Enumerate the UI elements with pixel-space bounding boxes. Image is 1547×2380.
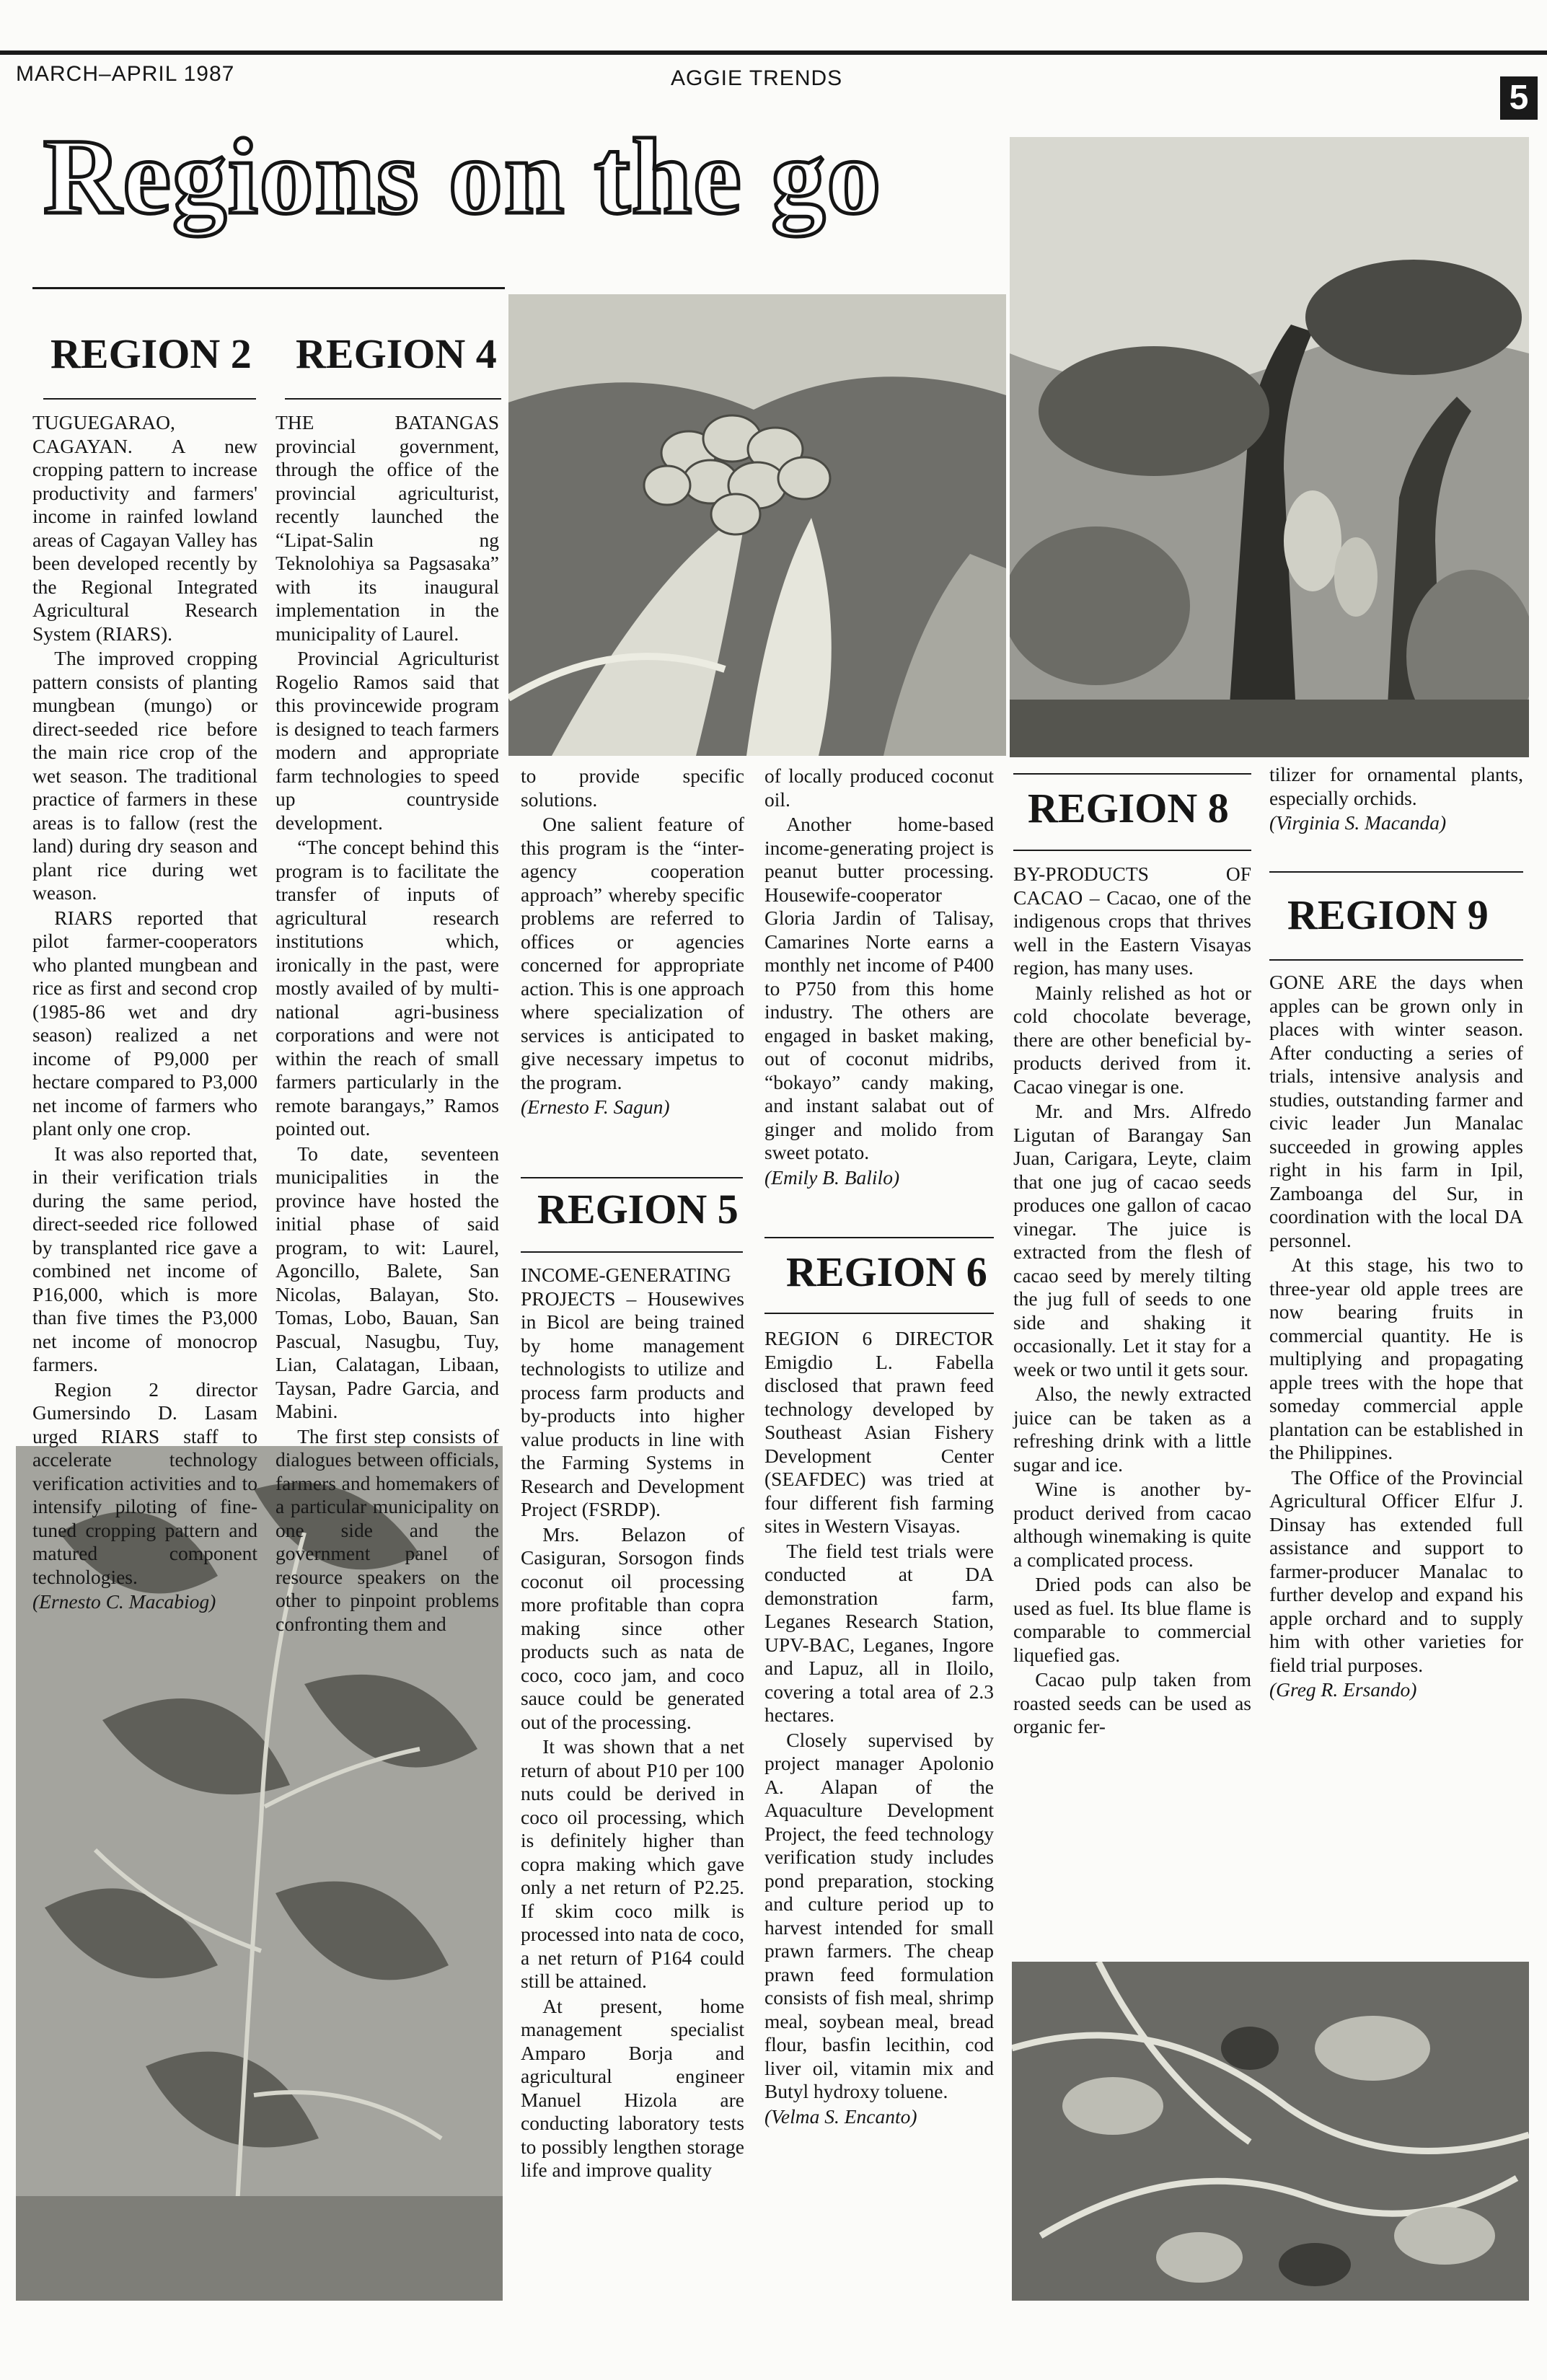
page-number: 5: [1500, 76, 1538, 120]
region-5-paragraph: INCOME-GENERATING PROJECTS – Housewives in Bicol are being trained by home management technologists to utilize and process farm products and by-products into higher value products in line with the Farming Systems in Research and Development Project (FSRDP).: [521, 1264, 744, 1520]
top-rule-left: [32, 287, 505, 289]
region-5-byline: (Emily B. Balilo): [764, 1165, 900, 1189]
region-5-rule-bottom: [521, 1251, 743, 1253]
coconut-cluster-photo: [508, 294, 1006, 756]
region-5-paragraph: At present, home management specialist Amparo Borja and agricultural engineer Manuel Hizola are conducting laboratory tests to possibly lengthen storage life and improve quality: [521, 1994, 744, 2181]
region-2-paragraph: RIARS reported that pilot farmer-cooperators who planted mungbean and rice as first and second crop (1985-86 wet and dry season) realized a net income of P9,000 per hectare compared to P3,000 net income of farmers who plant only one crop.: [32, 906, 257, 1140]
region-8-paragraph: Mainly relished as hot or cold chocolate beverage, there are other beneficial by-products derived from it. Cacao vinegar is one.: [1013, 981, 1251, 1098]
region-2-article: [32, 411, 257, 1614]
region-8-article: [1013, 863, 1251, 1739]
region-9-byline: (Greg R. Ersando): [1269, 1678, 1417, 1701]
region-2-paragraph: The improved cropping pattern consists of planting mungbean (mungo) or direct-seeded rice before the main rice crop of the wet season. The traditional practice of farmers in these areas is to fallow (rest the land) during dry season and plant rice during wet weason.: [32, 647, 257, 904]
region-6-article: [764, 1327, 994, 2128]
region-4-paragraph: One salient feature of this program is the “inter-agency cooperation approach” whereby specific problems are referred to offices or agencies concerned for appropriate action. This is one approach where specialization of services is anticipated to give necessary impetus to the program.: [521, 813, 744, 1093]
region-8-paragraph: Mr. and Mrs. Alfredo Ligutan of Barangay San Juan, Carigara, Leyte, claim that one jug of cacao seeds produces one gallon of cacao vinegar. The juice is extracted from the flesh of cacao seed by merely tilting the jug full of seeds to one side and shaking it occasionally. Let it stay for a week or two until it gets sour.: [1013, 1100, 1251, 1380]
region-9-paragraph: The Office of the Provincial Agricultural Officer Elfur J. Dinsay has extended full assistance and support to farmer-producer Manalac to further develop and expand his apple orchard and to supply him with other varieties for field trial purposes.: [1269, 1466, 1523, 1676]
region-8-rule-bottom: [1013, 850, 1251, 851]
region-4-heading: REGION 4: [296, 330, 497, 377]
region-8-continued-text: tilizer for ornamental plants, especially orchids.: [1269, 763, 1523, 809]
region-5-paragraph: of locally produced coconut oil.: [764, 764, 994, 811]
region-4-paragraph: The first step consists of dialogues between officials, farmers and homemakers of a particular municipality on one side and the government panel of resource speakers on the other to pinpoint problems confronting them and: [276, 1424, 499, 1635]
region-5-rule-top: [521, 1177, 743, 1178]
region-9-article: [1269, 971, 1523, 1702]
region-8-byline: (Virginia S. Macanda): [1269, 811, 1447, 834]
apple-photo-graphic: [1012, 1962, 1529, 2301]
region-5-paragraph: Another home-based income-generating project is peanut butter processing. Housewife-cooperator Gloria Jardin of Talisay, Camarines Norte earns a monthly net income of P400 to P750 from this home industry. The others are engaged in basket making, out of coconut midribs, “bokayo” candy making, and instant salabat out of ginger and molido from sweet potato.: [764, 813, 994, 1163]
region-9-paragraph: GONE ARE the days when apples can be grown only in places with winter season. After conducting a series of trials, intensive analysis and studies, outstanding farmer and civic leader Jun Manalac succeeded in growing apples right in his farm in Ipil, Zamboanga del Sur, in coordination with the local DA personnel.: [1269, 971, 1523, 1251]
region-6-rule-bottom: [764, 1313, 994, 1314]
page-headline: Regions on the go: [43, 117, 883, 237]
region-5-paragraph: It was shown that a net return of about P10 per 100 nuts could be derived in coco oil processing, which is definitely higher than copra making which gave only a net return of P2.25. If skim coco milk is processed into nata de coco, a net return of P164 could still be attained.: [521, 1735, 744, 1992]
region-4-rule: [285, 398, 501, 400]
cacao-photo-graphic: [1010, 137, 1529, 757]
masthead-rule: [0, 50, 1547, 55]
region-8-rule-top: [1013, 773, 1251, 775]
region-4-article: [276, 411, 499, 1636]
region-5-heading: REGION 5: [537, 1186, 739, 1233]
region-6-paragraph: Closely supervised by project manager Apolonio A. Alapan of the Aquaculture Development Project, the feed technology verification study includes pond preparation, stocking and culture period up to harvest intended for small prawn farmers. The cheap prawn feed formulation consists of fish meal, shrimp meal, soybean meal, bread flour, basfin lecithin, cod liver oil, vitamin mix and Butyl hydroxy toluene.: [764, 1728, 994, 2102]
region-8-paragraph: Wine is another by-product derived from cacao although winemaking is quite a complicated process.: [1013, 1478, 1251, 1571]
region-6-paragraph: The field test trials were conducted at DA demonstration farm, Leganes Research Station, UPV-BAC, Leganes, Ingore and Lapuz, all in Iloilo, covering a total area of 2.3 hectares.: [764, 1539, 994, 1726]
region-2-byline: (Ernesto C. Macabiog): [32, 1590, 216, 1613]
issue-date: MARCH–APRIL 1987: [16, 62, 235, 86]
region-8-paragraph: BY-PRODUCTS OF CACAO – Cacao, one of the indigenous crops that thrives well in the Eastern Visayas region, has many uses.: [1013, 863, 1251, 979]
region-8-paragraph: Also, the newly extracted juice can be taken as a refreshing drink with a little sugar and ice.: [1013, 1383, 1251, 1476]
apple-orchard-photo: [1012, 1962, 1529, 2301]
cacao-tree-photo: [1010, 137, 1529, 757]
region-8-article-continued: [1269, 763, 1523, 835]
region-4-paragraph: THE BATANGAS provincial government, through the office of the provincial agriculturist, recently launched the “Lipat-Salin ng Teknolohiya sa Pagsasaka” with its inaugural implementation in the municipality of Laurel.: [276, 411, 499, 645]
region-6-byline: (Velma S. Encanto): [764, 2104, 917, 2128]
region-9-rule-top: [1269, 871, 1523, 873]
region-9-paragraph: At this stage, his two to three-year old apple trees are now bearing fruits in commercial quantity. He is multiplying and propagating apple trees with the hope that someday commercial apple plantation can be established in the Philippines.: [1269, 1253, 1523, 1463]
region-5-article-continued: [764, 764, 994, 1189]
publication-name: AGGIE TRENDS: [671, 66, 843, 90]
region-9-heading: REGION 9: [1287, 891, 1489, 938]
region-9-rule-bottom: [1269, 959, 1523, 961]
region-2-heading: REGION 2: [50, 330, 252, 377]
region-6-paragraph: REGION 6 DIRECTOR Emigdio L. Fabella disclosed that prawn feed technology developed by Southeast Asian Fishery Development Center (SEAFDEC) was tried at four different fish farming sites in Western Visayas.: [764, 1327, 994, 1537]
region-4-paragraph: To date, seventeen municipalities in the province have hosted the initial phase of said program, to wit: Laurel, Agoncillo, Balete, San Nicolas, Balayan, Sto. Tomas, Lobo, Bauan, San Pascual, Nasugbu, Tuy, Lian, Calatagan, Libaan, Taysan, Padre Garcia, and Mabini.: [276, 1142, 499, 1422]
region-5-article: [521, 1264, 744, 2182]
region-8-paragraph: Dried pods can also be used as fuel. Its blue flame is comparable to commercial liquefied gas.: [1013, 1573, 1251, 1666]
region-8-paragraph: Cacao pulp taken from roasted seeds can be used as organic fer-: [1013, 1668, 1251, 1737]
region-5-paragraph: Mrs. Belazon of Casiguran, Sorsogon finds coconut oil processing more profitable than copra making since other products such as nata de coco, coco jam, and coco sauce could be generated out of the processing.: [521, 1522, 744, 1733]
region-4-article-continued: [521, 764, 744, 1119]
region-4-paragraph: to provide specific solutions.: [521, 764, 744, 811]
region-4-paragraph: Provincial Agriculturist Rogelio Ramos said that this provincewide program is designed to teach farmers modern and appropriate farm technologies to speed up countryside development.: [276, 647, 499, 834]
region-2-paragraph: TUGUEGARAO, CAGAYAN. A new cropping pattern to increase productivity and farmers' income in rainfed lowland areas of Cagayan Valley has been developed recently by the Regional Integrated Agricultural Research System (RIARS).: [32, 411, 257, 645]
region-8-heading: REGION 8: [1028, 785, 1229, 832]
coconut-photo-graphic: [508, 294, 1006, 756]
region-4-paragraph: “The concept behind this program is to facilitate the transfer of inputs of agricultural research institutions which, ironically in the past, were mostly availed of by multi-national agri-business corporations and were not within the reach of small farmers particularly in the remote barangays,” Ramos pointed out.: [276, 836, 499, 1140]
region-2-paragraph: It was also reported that, in their verification trials during the same period, direct-seeded rice followed by transplanted rice gave a combined net income of P16,000, which is more than five times the P3,000 net income of monocrop farmers.: [32, 1142, 257, 1375]
region-6-heading: REGION 6: [786, 1248, 987, 1295]
region-2-paragraph: Region 2 director Gumersindo D. Lasam urged RIARS staff to accelerate technology verification activities and to intensify piloting of fine-tuned cropping pattern and matured component technologies.: [32, 1378, 257, 1588]
region-6-rule-top: [764, 1237, 994, 1238]
region-2-rule: [43, 398, 256, 400]
region-4-byline: (Ernesto F. Sagun): [521, 1096, 670, 1118]
